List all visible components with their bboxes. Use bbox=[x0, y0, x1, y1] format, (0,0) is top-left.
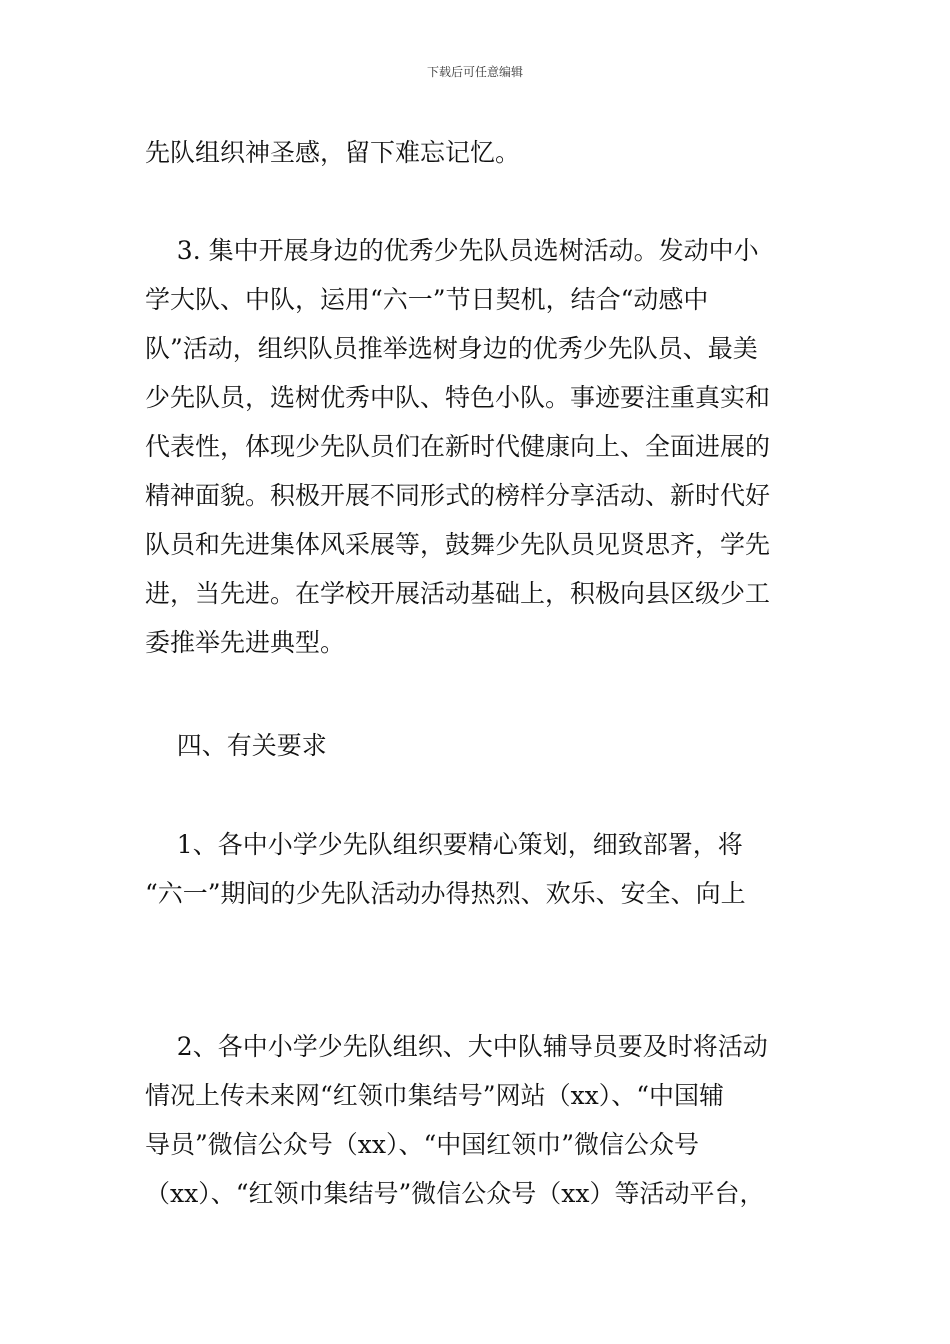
text-line: 先队组织神圣感，留下难忘记忆。 bbox=[145, 138, 521, 167]
text-line: （xx）、“红领巾集结号”微信公众号（xx）等活动平台， bbox=[145, 1179, 765, 1208]
text-line: 少先队员，选树优秀中队、特色小队。事迹要注重真实和 bbox=[145, 383, 771, 412]
text-line: 委推举先进典型。 bbox=[145, 628, 346, 657]
text-line: 队员和先进集体风采展等，鼓舞少先队员见贤思齐，学先 bbox=[145, 530, 771, 559]
heading-line: 四、有关要求 bbox=[145, 731, 327, 760]
page-header: 下载后可任意编辑 bbox=[426, 65, 523, 79]
text-line: 2、各中小学少先队组织、大中队辅导员要及时将活动 bbox=[145, 1032, 768, 1061]
section-heading bbox=[145, 721, 810, 770]
paragraph-continuation bbox=[145, 128, 810, 177]
text-line: 导员”微信公众号（xx）、“中国红领巾”微信公众号 bbox=[145, 1130, 700, 1159]
text-line: “六一”期间的少先队活动办得热烈、欢乐、安全、向上 bbox=[145, 879, 746, 908]
text-line: 3. 集中开展身边的优秀少先队员选树活动。发动中小 bbox=[145, 236, 759, 265]
paragraph-requirement-1 bbox=[145, 820, 810, 918]
text-line: 精神面貌。积极开展不同形式的榜样分享活动、新时代好 bbox=[145, 481, 771, 510]
text-line: 1、各中小学少先队组织要精心策划，细致部署，将 bbox=[145, 830, 743, 859]
text-line: 进，当先进。在学校开展活动基础上，积极向县区级少工 bbox=[145, 579, 771, 608]
paragraph-requirement-2 bbox=[145, 1022, 810, 1218]
text-line: 队”活动，组织队员推举选树身边的优秀少先队员、最美 bbox=[145, 334, 758, 363]
text-line: 学大队、中队，运用“六一”节日契机，结合“动感中 bbox=[145, 285, 709, 314]
text-line: 情况上传未来网“红领巾集结号”网站（xx）、“中国辅 bbox=[145, 1081, 725, 1110]
text-line: 代表性，体现少先队员们在新时代健康向上、全面进展的 bbox=[145, 432, 771, 461]
paragraph-item-3 bbox=[145, 226, 810, 667]
